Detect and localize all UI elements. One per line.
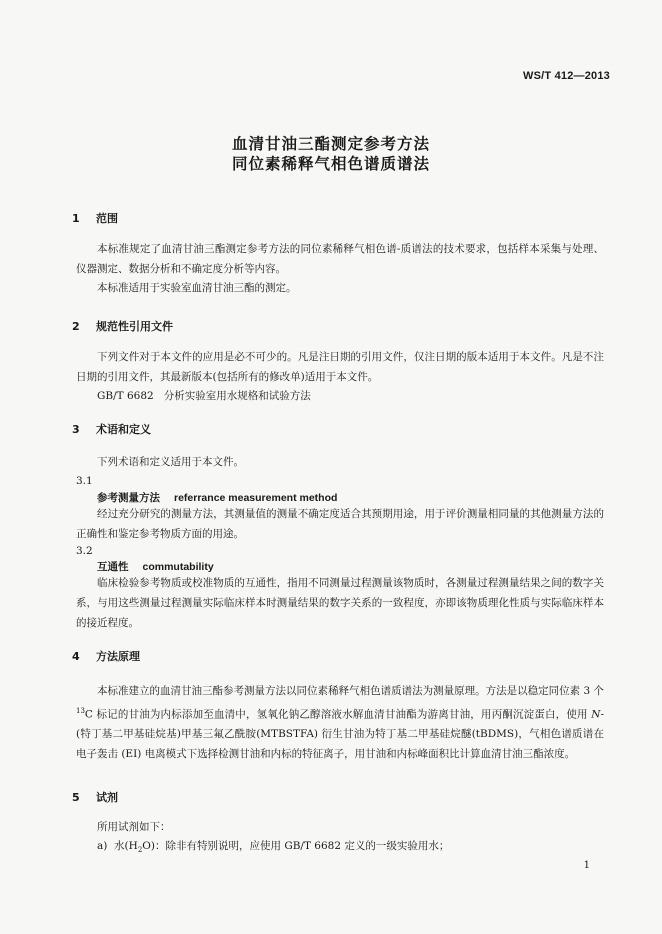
document-title-line-2: 同位素稀释气相色谱质谱法 — [231, 155, 430, 173]
list-label: a) — [97, 840, 108, 852]
isotope-superscript: 13 — [76, 706, 85, 715]
section-1-paragraph-2: 本标准适用于实验室血清甘油三酯的测定。 — [97, 282, 297, 294]
section-2-heading — [72, 318, 173, 334]
section-5-heading — [72, 789, 118, 805]
reagent-item-a — [97, 837, 449, 861]
term-3-2-definition: 临床检验参考物质或校准物质的互通性，指用不同测量过程测量该物质时，各测量过程测量结果之间的数字关系，与用这些测量过程测量实际临床样本时测量结果的数字关系的一致程度，亦即该物质理化性质与实际临床样本的接近程度。 — [76, 577, 604, 629]
section-title: 方法原理 — [96, 650, 140, 663]
standard-code: WS/T 412—2013 — [523, 70, 610, 82]
reagent-a-post: O)：除非有特别说明，应使用 GB/T 6682 定义的一级实验用水； — [142, 840, 450, 852]
section-1-heading — [72, 210, 118, 226]
section-5-intro: 所用试剂如下： — [97, 821, 171, 833]
term-chinese: 参考测量方法 — [97, 492, 160, 504]
reagent-a-subscript: 2 — [137, 846, 143, 855]
section-3-intro: 下列术语和定义适用于本文件。 — [97, 456, 244, 468]
document-title-line-1: 血清甘油三酯测定参考方法 — [231, 135, 430, 153]
page-number: 1 — [583, 860, 590, 871]
n-italic: N — [591, 708, 601, 721]
reference-title: 分析实验室用水规格和试验方法 — [163, 390, 311, 402]
term-3-1-definition: 经过充分研究的测量方法，其测量值的测量不确定度适合其预期用途，用于评价测量相同量的其他测量方法的正确性和鉴定参考物质方面的用途。 — [76, 508, 604, 540]
section-title: 术语和定义 — [96, 423, 151, 436]
term-3-1-number: 3.1 — [76, 475, 93, 487]
section-title: 规范性引用文件 — [96, 320, 173, 333]
section-4-paragraph — [76, 682, 604, 765]
section-4-heading — [72, 648, 140, 664]
section-1-paragraph-1: 本标准规定了血清甘油三酯测定参考方法的同位素稀释气相色谱-质谱法的技术要求，包括样本采集与处理、仪器测定、数据分析和不确定度分析等内容。 — [76, 243, 604, 275]
reagent-a-pre: 水(H — [114, 840, 138, 852]
section-number: 2 — [72, 320, 80, 333]
normative-reference — [97, 387, 311, 407]
principle-text-a: 本标准建立的血清甘油三酯参考测量方法以同位素稀释气相色谱质谱法为测量原理。方法是以稳定同位素 3 个 — [97, 685, 604, 697]
section-number: 3 — [72, 423, 80, 436]
principle-text-c: -(特丁基二甲基硅烷基)甲基三氟乙酰胺(MTBSTFA) 衍生甘油为特丁基二甲基硅烷醚(tBDMS)，气相色谱质谱在电子轰击 (EI) 电离模式下选择检测甘油和内标的特征离子，用甘油和内标峰面积比计算血清甘油三酯浓度。 — [76, 708, 604, 760]
term-3-2-number: 3.2 — [76, 545, 93, 557]
term-english: referrance measurement method — [174, 492, 338, 504]
section-number: 1 — [72, 212, 80, 225]
principle-text-b: C 标记的甘油为内标添加至血清中，氢氧化钠乙醇溶液水解血清甘油酯为游离甘油，用丙酮沉淀蛋白，使用 — [84, 708, 592, 721]
section-title: 试剂 — [96, 791, 118, 804]
term-english: commutability — [142, 561, 214, 573]
section-3-heading — [72, 421, 151, 437]
section-2-paragraph-1: 下列文件对于本文件的应用是必不可少的。凡是注日期的引用文件，仅注日期的版本适用于本文件。凡是不注日期的引用文件，其最新版本(包括所有的修改单)适用于本文件。 — [76, 351, 604, 383]
term-chinese: 互通性 — [97, 561, 129, 573]
section-number: 5 — [72, 791, 80, 804]
reference-code: GB/T 6682 — [97, 390, 154, 402]
section-number: 4 — [72, 650, 80, 663]
section-title: 范围 — [96, 212, 118, 225]
